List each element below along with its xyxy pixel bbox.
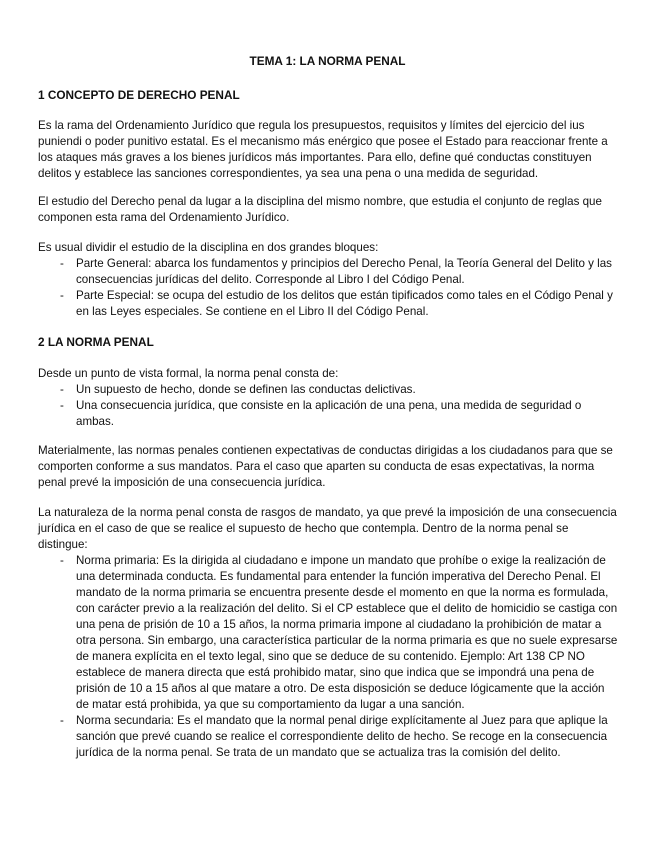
section-2-paragraph-1: Desde un punto de vista formal, la norma penal consta de: — [38, 367, 339, 380]
bullet-parte-especial: - Parte Especial: se ocupa del estudio de los delitos que están tipificados como tales en el Código Penal y en las Leyes especiales. Se contiene en el Libro II del Código Penal. — [38, 288, 618, 320]
bullet-norma-primaria: - Norma primaria: Es la dirigida al ciudadano e impone un mandato que prohíbe o exige la realización de una determinada conducta. Es fundamental para entender la función imperativa del Derecho Penal. El mandato de la norma primaria se encuentra presente desde el momento en que la norma es formulada, con carácter previo a la realización del delito. Si el CP establece que el delito de homicidio se castiga con una pena de prisión de 10 a 15 años, la norma primaria impone al ciudadano la prohibición de matar a otra persona. Sin embargo, una característica particular de la norma primaria es que no suele expresarse de manera explícita en el texto legal, sino que se deduce de su contenido. Ejemplo: Art 138 CP NO establece de manera directa que está prohibido matar, sino que indica que se impondrá una pena de prisión de 10 a 15 años al que matare a otro. De esta disposición se deduce lógicamente que la acción de matar está prohibida, ya que su comportamiento da lugar a una sanción. — [38, 553, 618, 713]
page-title: TEMA 1: LA NORMA PENAL — [249, 54, 406, 68]
section-2-bullet-list-1 — [38, 382, 618, 430]
section-2-heading: 2 LA NORMA PENAL — [38, 335, 154, 349]
section-1-paragraph-2: El estudio del Derecho penal da lugar a la disciplina del mismo nombre, que estudia el conjunto de reglas que componen esta rama del Ordenamiento Jurídico. — [38, 195, 602, 224]
bullet-norma-secundaria: - Norma secundaria: Es el mandato que la normal penal dirige explícitamente al Juez para que aplique la sanción que prevé cuando se realice el correspondiente delito de hecho. Se recoge en la consecuencia jurídica de la norma penal. Se trata de un mandato que se actualiza tras la comisión del delito. — [38, 713, 618, 761]
section-2-bullet-list-2 — [38, 553, 618, 761]
section-1-bullet-list — [38, 256, 618, 320]
section-1-heading: 1 CONCEPTO DE DERECHO PENAL — [38, 88, 240, 102]
section-1-paragraph-3: Es usual dividir el estudio de la disciplina en dos grandes bloques: — [38, 241, 379, 254]
bullet-supuesto-de-hecho: - Un supuesto de hecho, donde se definen las conductas delictivas. — [38, 382, 618, 398]
section-2-paragraph-2: Materialmente, las normas penales contienen expectativas de conductas dirigidas a los ciudadanos para que se comporten conforme a sus mandatos. Para el caso que aparten su conducta de esas expectativas, la norma penal prevé la imposición de una consecuencia jurídica. — [38, 444, 613, 489]
bullet-consecuencia-juridica: - Una consecuencia jurídica, que consiste en la aplicación de una pena, una medida de seguridad o ambas. — [38, 398, 618, 430]
bullet-parte-general: - Parte General: abarca los fundamentos y principios del Derecho Penal, la Teoría General del Delito y las consecuencias jurídicas del delito. Corresponde al Libro I del Código Penal. — [38, 256, 618, 288]
section-1-paragraph-1: Es la rama del Ordenamiento Jurídico que regula los presupuestos, requisitos y límites del ejercicio del ius puniendi o poder punitivo estatal. Es el mecanismo más enérgico que posee el Estado para reaccionar frente a los ataques más graves a los bienes jurídicos más importantes. Para ello, define qué conductas constituyen delitos y establece las sanciones correspondientes, ya sea una pena o una medida de seguridad. — [38, 119, 608, 180]
section-2-paragraph-3: La naturaleza de la norma penal consta de rasgos de mandato, ya que prevé la imposición de una consecuencia jurídica en el caso de que se realice el supuesto de hecho que contempla. Dentro de la norma penal se distingue: — [38, 506, 617, 551]
